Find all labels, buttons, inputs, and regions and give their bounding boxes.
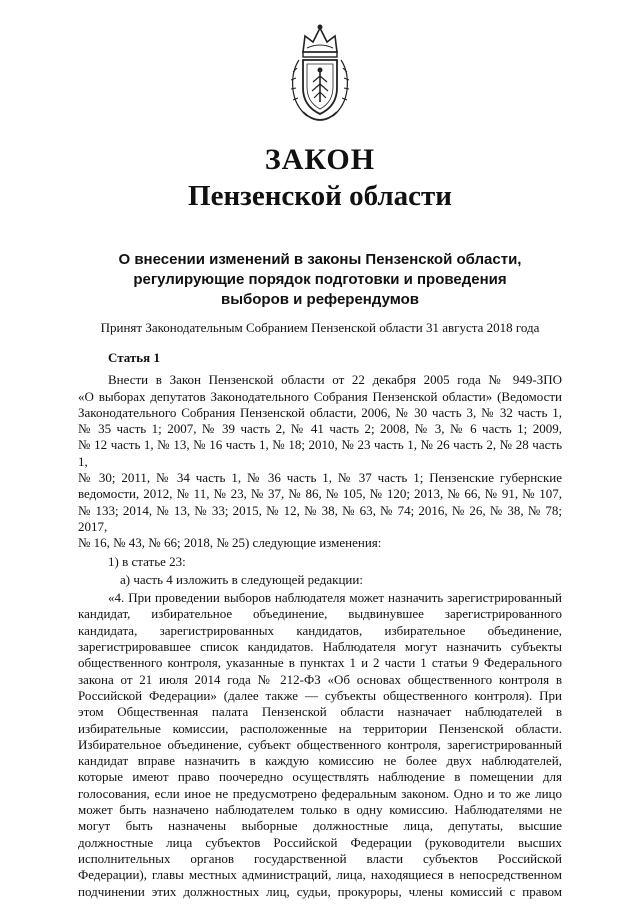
- text-line: подчинении этих должностных лиц, судьи, прокуроры, члены комиссий с правом: [78, 883, 562, 899]
- text-line: исполнительных органов государственной власти субъектов Российской: [78, 850, 562, 866]
- text-line: может быть назначено наблюдателем только в одну комиссию. Наблюдателями не: [78, 802, 562, 818]
- text-line: Российской Федерации» (далее также — субъекты общественного контроля). При: [78, 687, 562, 703]
- text-line: голосования, если иное не предусмотрено федеральным законом. Одно и то же лицо: [78, 785, 562, 801]
- law-title: ЗАКОН: [264, 143, 376, 176]
- text-line: избирательные комиссии, расположенные на территории Пензенской области.: [78, 720, 562, 736]
- text-line: ведомости, 2012, № 11, № 23, № 37, № 86, № 105, № 120; 2013, № 66, № 91, № 107,: [78, 486, 562, 502]
- text-line: кандидат вправе назначить в каждую комиссию не более двух наблюдателей,: [78, 753, 562, 769]
- text-line: Федерации), главы местных администраций, лица, находящиеся в непосредственном: [78, 867, 562, 883]
- article-intro: [78, 372, 562, 551]
- text-line: кандидата, зарегистрированных кандидатов, избирательное объединение,: [78, 622, 562, 638]
- text-line: № 30; 2011, № 34 часть 1, № 36 часть 1, № 37 часть 1; Пензенские губернские: [78, 470, 562, 486]
- subject-line: выборов и референдумов: [220, 291, 420, 308]
- coat-of-arms-emblem: [283, 22, 357, 130]
- text-line: № 12 часть 1, № 13, № 16 часть 1, № 18; 2010, № 23 часть 1, № 26 часть 2, № 28 часть 1,: [78, 437, 562, 469]
- text-line: «О выборах депутатов Законодательного Собрания Пензенской области» (Ведомости: [78, 388, 562, 404]
- text-line: № 35 часть 1; 2007, № 39 часть 2, № 41 часть 2; 2008, № 3, № 6 часть 1; 2009,: [78, 421, 562, 437]
- quoted-text: [78, 590, 562, 900]
- list-subitem: а) часть 4 изложить в следующей редакции:: [120, 571, 363, 587]
- text-line: Избирательное объединение, субъект общественного контроля, зарегистрированный: [78, 736, 562, 752]
- text-line: зарегистрировавшее список кандидатов. Наблюдателя могут назначить субъекты: [78, 639, 562, 655]
- text-line: Внести в Закон Пензенской области от 22 декабря 2005 года № 949-ЗПО: [108, 372, 562, 388]
- text-line: которые имеют право поочередно осуществлять наблюдение в помещении для: [78, 769, 562, 785]
- adoption-note: Принят Законодательным Собранием Пензенской области 31 августа 2018 года: [100, 320, 540, 335]
- document-body: [78, 350, 562, 900]
- article-heading: Статья 1: [108, 350, 160, 365]
- text-line: должностные лица субъектов Российской Федерации (руководители высших: [78, 834, 562, 850]
- text-line: кандидат, избирательное объединение, выдвинувшее зарегистрированного: [78, 606, 562, 622]
- text-line: общественного контроля, указанные в пунктах 1 и 2 части 1 статьи 9 Федерального: [78, 655, 562, 671]
- law-subject: [60, 250, 580, 310]
- text-line: могут быть назначены выборные должностные лица, депутаты, высшие: [78, 818, 562, 834]
- text-line: Законодательного Собрания Пензенской области, 2006, № 30 часть 3, № 32 часть 1,: [78, 404, 562, 420]
- text-line: закона от 21 июля 2014 года № 212-ФЗ «Об основах общественного контроля в: [78, 671, 562, 687]
- text-line: № 16, № 43, № 66; 2018, № 25) следующие изменения:: [78, 535, 382, 551]
- subject-line: О внесении изменений в законы Пензенской области,: [118, 251, 522, 268]
- list-item: 1) в статье 23:: [108, 553, 186, 569]
- text-line: этом Общественная палата Пензенской области назначает наблюдателей в: [78, 704, 562, 720]
- region-title: Пензенской области: [188, 180, 452, 212]
- subject-line: регулирующие порядок подготовки и проведения: [133, 271, 507, 288]
- text-line: «4. При проведении выборов наблюдателя может назначить зарегистрированный: [108, 590, 562, 606]
- text-line: № 133; 2014, № 13, № 33; 2015, № 12, № 38, № 63, № 74; 2016, № 26, № 38, № 78; 2017,: [78, 502, 562, 534]
